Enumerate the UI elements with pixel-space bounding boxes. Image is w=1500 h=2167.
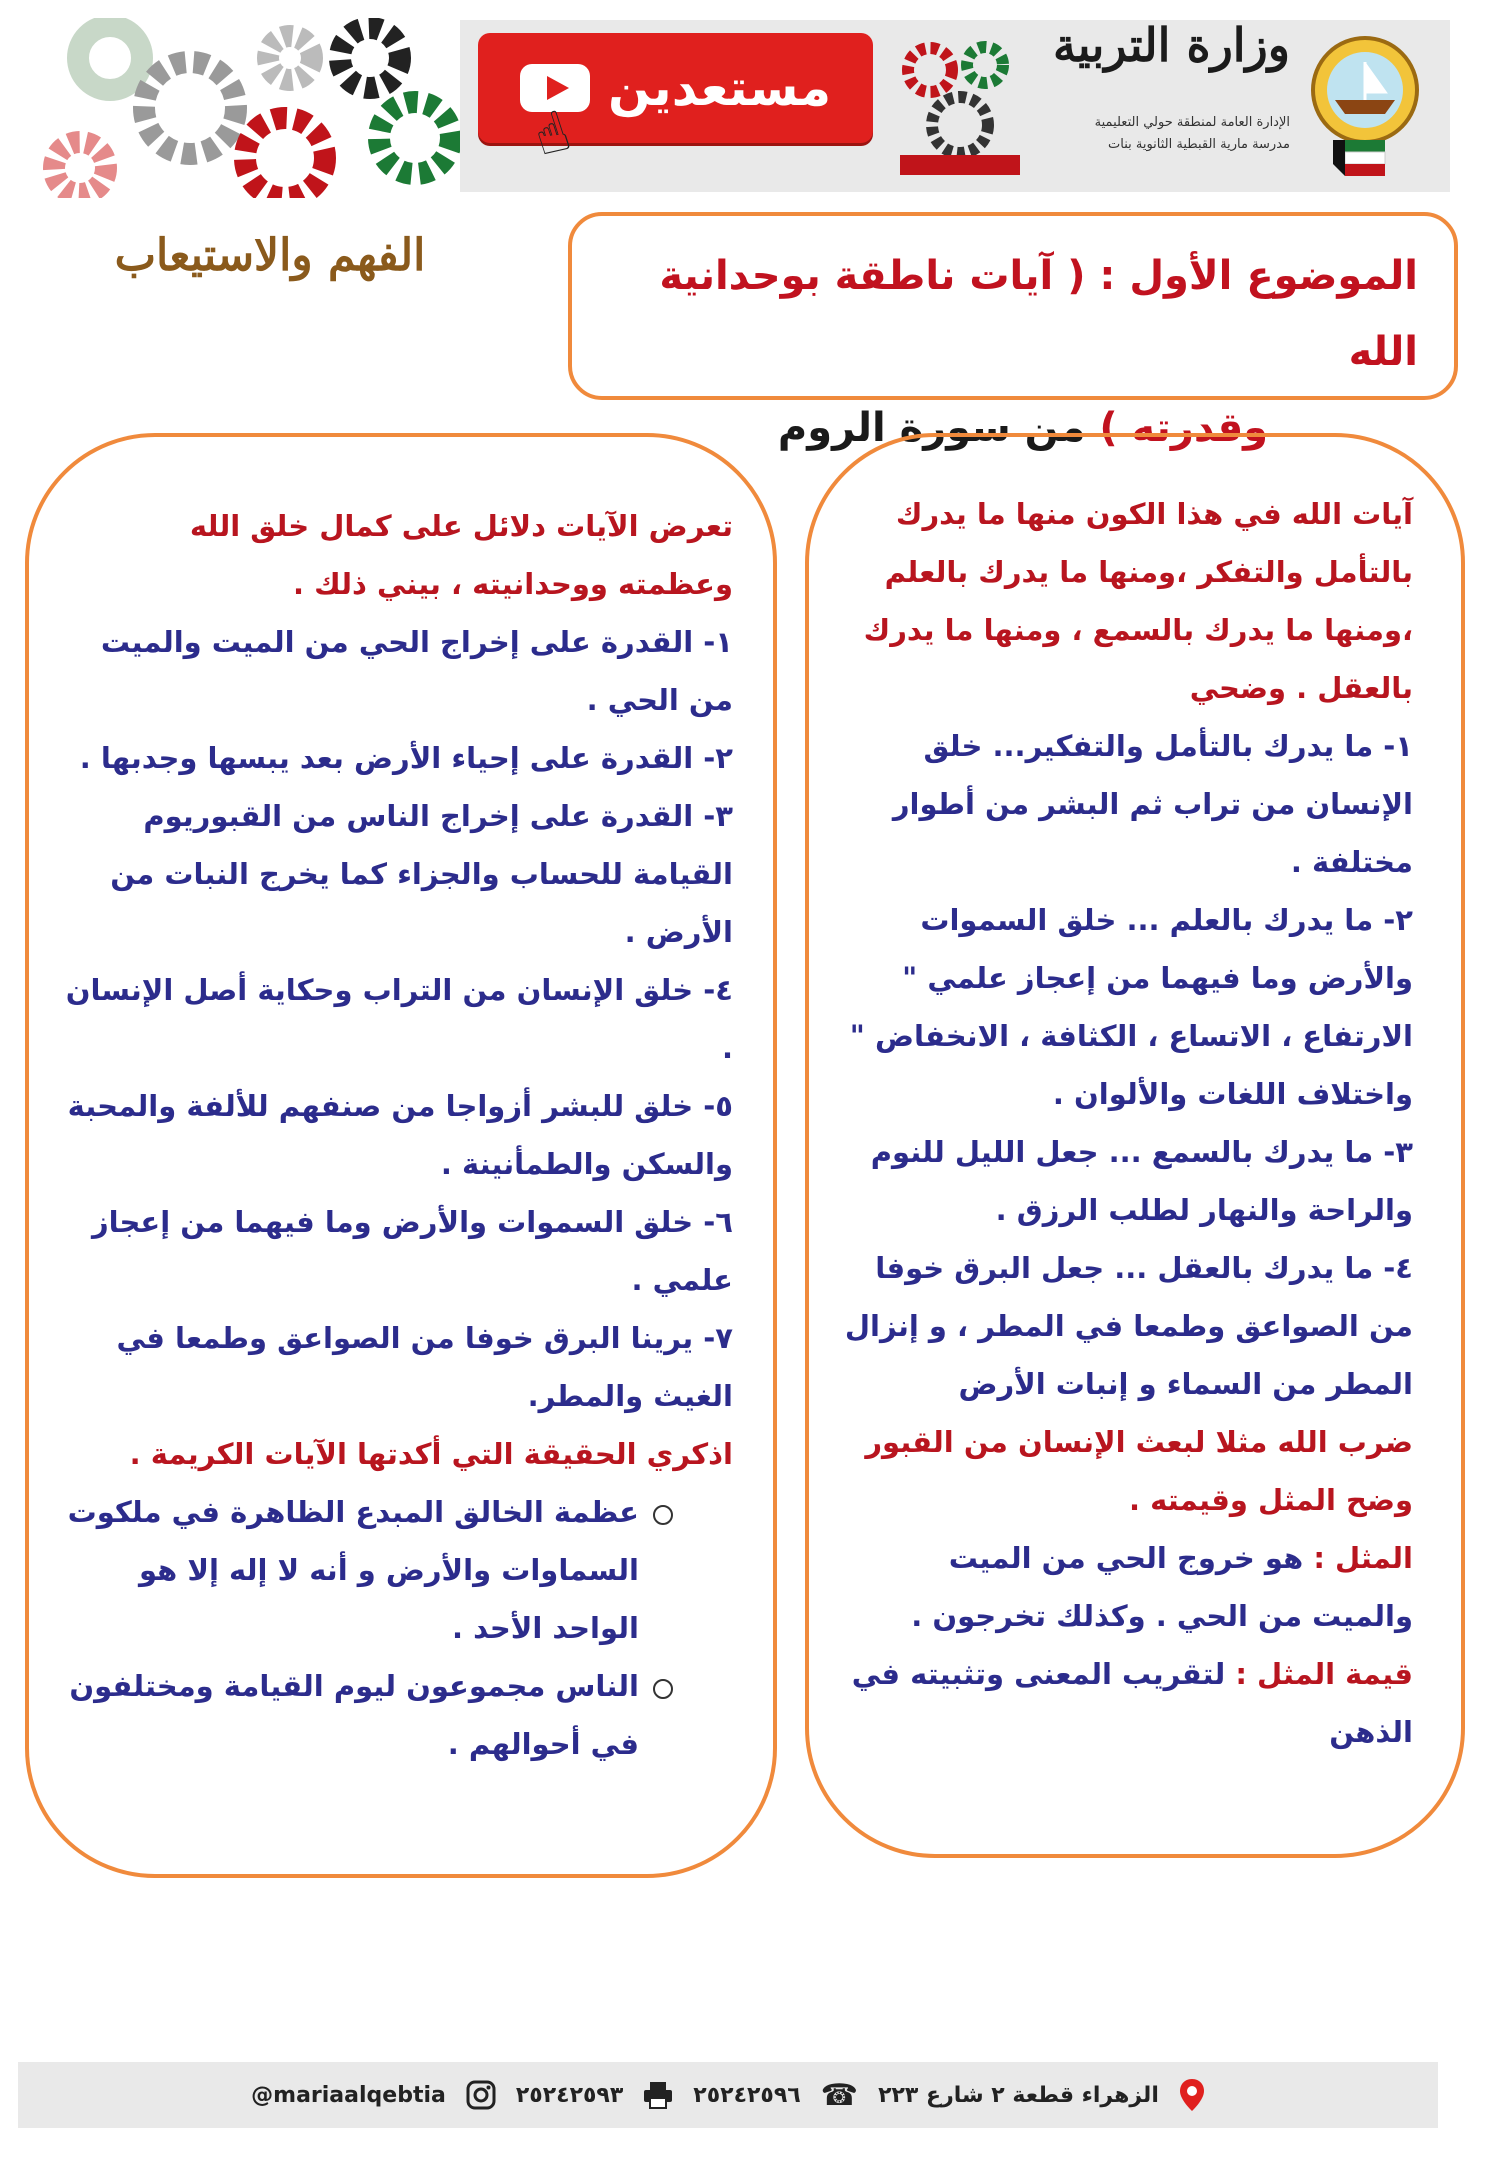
bullet-circle-icon — [653, 1679, 673, 1699]
instagram-icon[interactable] — [466, 2080, 496, 2110]
left-item-3: ٣- القدرة على إخراج الناس من القبوريوم القيامة للحساب والجزاء كما يخرج النبات من الأرض . — [110, 799, 733, 949]
footer-instagram-handle[interactable]: @mariaalqebtia — [251, 2082, 446, 2108]
topic-line2-red: وقدرته ) — [1099, 405, 1268, 451]
value-label: قيمة المثل : — [1235, 1657, 1413, 1691]
topic-line2-dark: من سورة الروم — [777, 405, 1086, 451]
left-column-box — [25, 433, 777, 1878]
ministry-sub-line2: مدرسة مارية القبطية الثانوية بنات — [1108, 137, 1290, 152]
button-label: مستعدين — [607, 59, 832, 117]
telephone-icon: ☎ — [820, 2077, 859, 2113]
right-question-2: ضرب الله مثلا لبعث الإنسان من القبور وضح المثل وقيمته . — [865, 1425, 1413, 1517]
topic-box — [568, 212, 1458, 451]
left-item-1: ١- القدرة على إخراج الحي من الميت والميت من الحي . — [100, 625, 733, 717]
example-text: هو خروج الحي من الميت والميت من الحي . وكذلك تخرجون . — [911, 1541, 1413, 1633]
left-bullet-1-text: عظمة الخالق المبدع الظاهرة في ملكوت السماوات والأرض و أنه لا إله إلا هو الواحد الأحد . — [67, 1495, 639, 1645]
pointer-hand-icon: ☝ — [525, 98, 579, 171]
left-bullet-2 — [65, 1657, 673, 1773]
right-item-2: ٢- ما يدرك بالعلم ... خلق السموات والأرض وما فيهما من إعجاز علمي " الارتفاع ، الاتساع ، الكثافة ، الانخفاض " واختلاف اللغات والألوان . — [849, 903, 1413, 1111]
left-bullet-2-text: الناس مجموعون ليوم القيامة ومختلفون في أحوالهم . — [69, 1669, 639, 1761]
topic-line1: الموضوع الأول : ( آيات ناطقة بوحدانية الله — [659, 253, 1418, 375]
ministry-subtitle — [1000, 112, 1290, 156]
left-bullet-1 — [65, 1483, 673, 1657]
ministry-title: وزارة التربية — [1053, 18, 1290, 72]
value-text: لتقريب المعنى وتثبيته في الذهن — [851, 1657, 1413, 1749]
right-example — [839, 1529, 1413, 1645]
bullet-circle-icon — [653, 1505, 673, 1525]
right-item-4: ٤- ما يدرك بالعقل ... جعل البرق خوفا من الصواعق وطمعا في المطر ، و إنزال المطر من السماء و إنبات الأرض — [844, 1251, 1413, 1401]
footer-address: الزهراء قطعة ٢ شارع ٢٢٣ — [878, 2082, 1159, 2108]
footer-phone: ٢٥٢٤٢٥٩٦ — [693, 2082, 801, 2108]
left-item-4: ٤- خلق الإنسان من التراب وحكاية أصل الإنسان . — [65, 973, 733, 1065]
left-item-2: ٢- القدرة على إحياء الأرض بعد يبسها وجدبها . — [79, 741, 733, 775]
fax-printer-icon — [643, 2081, 673, 2109]
example-label: المثل : — [1313, 1541, 1413, 1575]
left-question-2: اذكري الحقيقة التي أكدتها الآيات الكريمة . — [129, 1437, 733, 1471]
right-value — [839, 1645, 1413, 1761]
right-column-box — [805, 433, 1465, 1858]
kuwait-emblem-icon — [1305, 28, 1425, 186]
left-item-5: ٥- خلق للبشر أزواجا من صنفهم للألفة والمحبة والسكن والطمأنينة . — [67, 1089, 733, 1181]
right-item-3: ٣- ما يدرك بالسمع ... جعل الليل للنوم والراحة والنهار لطلب الرزق . — [870, 1135, 1413, 1227]
footer-contact-bar — [18, 2062, 1438, 2128]
right-intro-question: آيات الله في هذا الكون منها ما يدرك بالتأمل والتفكر ،ومنها ما يدرك بالعلم ،ومنها ما يدرك بالسمع ، ومنها ما يدرك بالعقل . وضحي — [863, 497, 1413, 705]
right-item-1: ١- ما يدرك بالتأمل والتفكير... خلق الإنسان من تراب ثم البشر من أطوار مختلفة . — [892, 729, 1413, 879]
left-item-6: ٦- خلق السموات والأرض وما فيهما من إعجاز علمي . — [91, 1205, 733, 1297]
footer-fax: ٢٥٢٤٢٥٩٣ — [515, 2082, 624, 2108]
left-question: تعرض الآيات دلائل على كمال خلق الله وعظمته ووحدانيته ، بيني ذلك . — [189, 509, 733, 601]
section-title: الفهم والاستيعاب — [114, 230, 426, 281]
gears-decoration-icon — [40, 18, 460, 198]
ministry-sub-line1: الإدارة العامة لمنطقة حولي التعليمية — [1094, 115, 1290, 130]
left-item-7: ٧- يرينا البرق خوفا من الصواعق وطمعا في الغيث والمطر. — [116, 1321, 733, 1413]
location-pin-icon — [1179, 2078, 1205, 2112]
school-logo-icon — [890, 30, 1030, 180]
